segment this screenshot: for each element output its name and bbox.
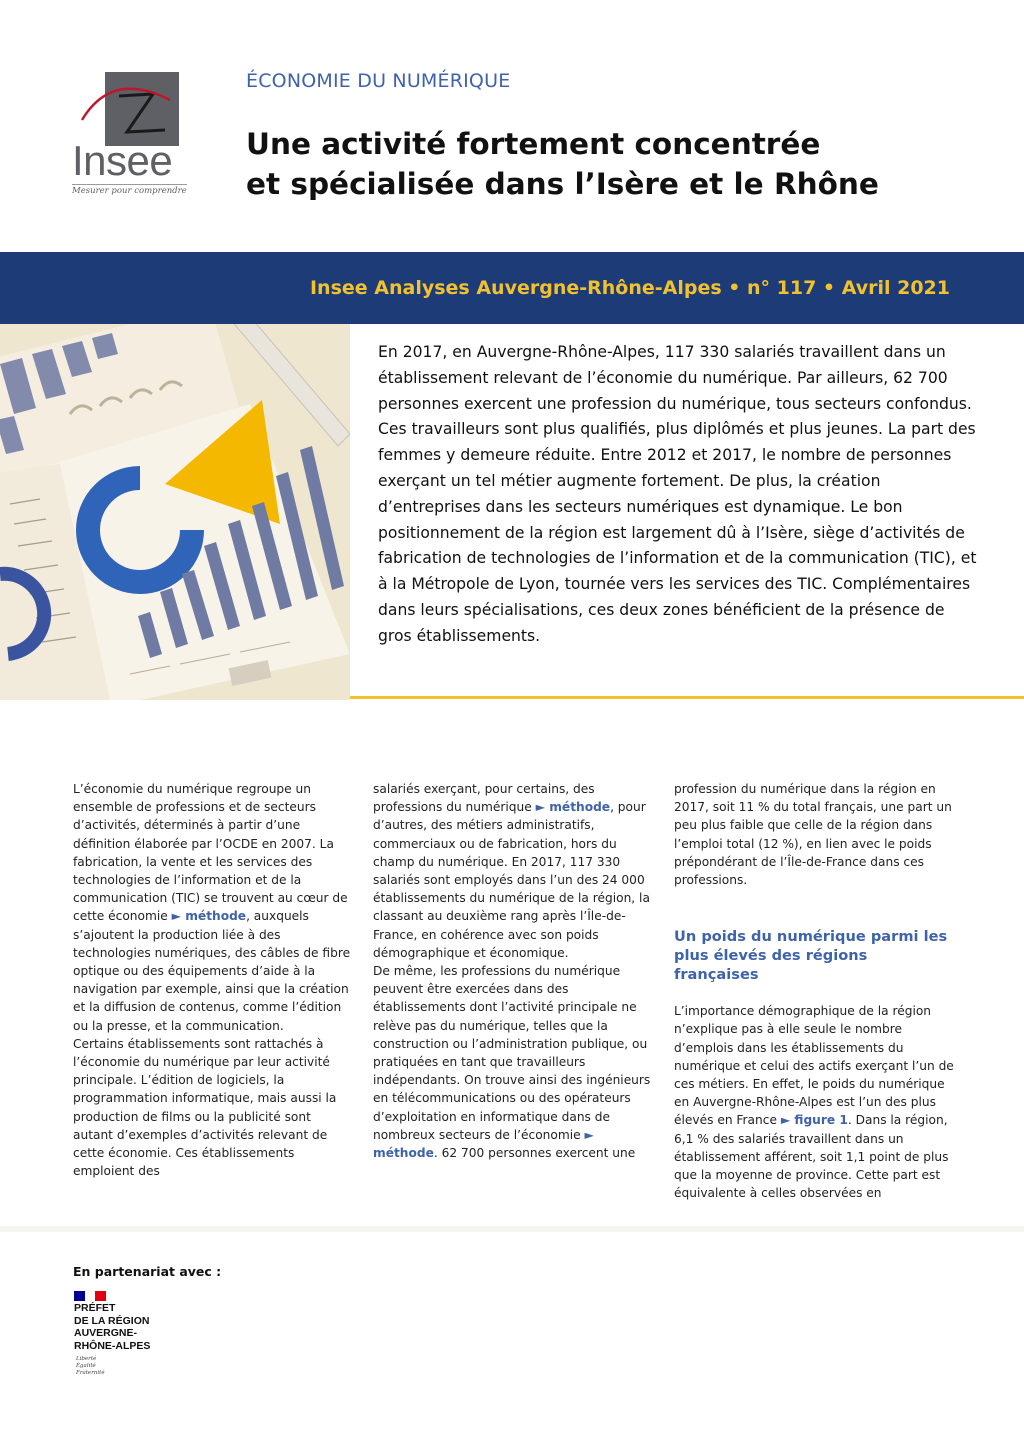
prefet-line: RHÔNE-ALPES xyxy=(74,1339,151,1352)
prefet-line: AUVERGNE- xyxy=(74,1327,138,1339)
prefet-line: PRÉFET xyxy=(74,1302,116,1314)
kicker: ÉCONOMIE DU NUMÉRIQUE xyxy=(246,70,511,92)
section-divider xyxy=(350,696,1024,699)
cover-illustration xyxy=(0,324,350,700)
paragraph: Certains établissements sont rattachés à l’économie du numérique par leur activité principale. L’édition de logiciels, la programmation informatique, mais aussi la production de films ou la publicité sont autant d’exemples d’activités relevant de cette économie. Ces établissements emploient des xyxy=(73,1036,337,1179)
paragraph xyxy=(674,1002,954,1202)
abstract xyxy=(378,340,978,650)
methode-link[interactable]: ► méthode xyxy=(171,909,247,924)
marianne-flag-icon xyxy=(74,1286,106,1296)
text-run: , auxquels s’ajoutent la production liée à des technologies numériques, des câbles de fibre optique ou des équipements d’aide à la navigation par exemple, ainsi que la création et la diffusion de contenus, comme l’édition ou la presse, et la communication. xyxy=(73,909,351,1033)
logo-tagline: Mesurer pour comprendre xyxy=(72,186,187,196)
paragraph xyxy=(373,780,651,962)
page-title xyxy=(246,124,966,204)
logo-wordmark: Insee xyxy=(72,137,173,184)
chart-photo-illustration xyxy=(0,324,350,700)
footer-separator xyxy=(0,1226,1024,1232)
partner-label: En partenariat avec : xyxy=(73,1264,222,1279)
motto-line: Égalité xyxy=(76,1363,96,1369)
body-column-1 xyxy=(73,780,351,1180)
figure-link[interactable]: ► figure 1 xyxy=(780,1113,848,1128)
publication-banner xyxy=(0,252,1024,324)
methode-link[interactable]: ► méthode xyxy=(535,800,611,815)
publication-info: Insee Analyses Auvergne-Rhône-Alpes • n° 117 • Avril 2021 xyxy=(309,277,950,299)
paragraph: profession du numérique dans la région en 2017, soit 11 % du total français, une part un peu plus faible que celle de la région dans l’emploi total (12 %), en lien avec le poids prépondérant de l’Île-de-France dans ces professions. xyxy=(674,782,952,888)
abstract-text: En 2017, en Auvergne-Rhône-Alpes, 117 330 salariés travaillent dans un établissement relevant de l’économie du numérique. Par ailleurs, 62 700 personnes exercent une profession du numérique, tous secteurs confondus. Ces travailleurs sont plus qualifiés, plus diplômés et plus jeunes. La part des femmes y demeure réduite. Entre 2012 et 2017, le nombre de personnes exerçant un tel métier augmente fortement. De plus, la création d’entreprises dans les secteurs numériques est dynamique. Le bon positionnement de la région est largement dû à l’Isère, siège d’activités de fabrication de technologies de l’information et de la communication (TIC), et à la Métropole de Lyon, tournée vers les services des TIC. Complémentaires dans leurs spécialisations, ces deux zones bénéficient de la présence de gros établissements. xyxy=(378,343,977,645)
text-run: , pour d’autres, des métiers administratifs, commerciaux ou de fabrication, hors du champ du numérique. En 2017, 117 330 salariés sont employés dans l’un des 24 000 établissements du numérique de la région, la classant au deuxième rang après l’Île-de-France, en cohérence avec son poids démographique et économique. xyxy=(373,800,650,960)
motto-line: Fraternité xyxy=(76,1370,105,1376)
flag-stripe-blue xyxy=(74,1291,85,1301)
prefet-logo-text xyxy=(74,1302,150,1352)
logo-swoosh-icon xyxy=(72,72,184,142)
insee-logo xyxy=(72,72,187,196)
title-line-2: et spécialisée dans l’Isère et le Rhône xyxy=(246,167,879,201)
title-line-1: Une activité fortement concentrée xyxy=(246,127,821,161)
text-run: L’importance démographique de la région n’explique pas à elle seule le nombre d’emplois dans les établissements du numérique et celui des actifs exerçant l’un de ces métiers. En effet, le poids du numérique en Auvergne-Rhône-Alpes est l’un des plus élevés en France xyxy=(674,1004,954,1128)
body-column-2 xyxy=(373,780,651,1162)
text-run: salariés exerçant, pour certains, des professions du numérique xyxy=(373,782,595,815)
section-heading: Un poids du numérique parmi les plus élevés des régions françaises xyxy=(674,928,948,984)
flag-stripe-white xyxy=(85,1291,96,1301)
text-run: . Dans la région, 6,1 % des salariés travaillent dans un établissement afférent, soit 1,1 point de plus que la moyenne de province. Cette part est équivalente à celles observées en xyxy=(674,1113,949,1201)
text-run: De même, les professions du numérique peuvent être exercées dans des établissements dont l’activité principale ne relève pas du numérique, telles que la construction ou l’administration publique, ou pratiquées en tant que travailleurs indépendants. On trouve ainsi des ingénieurs en télécommunications ou des opérateurs d’exploitation en informatique dans de nombreux secteurs de l’économie xyxy=(373,964,651,1142)
paragraph xyxy=(73,780,351,1035)
prefet-line: DE LA RÉGION xyxy=(74,1314,150,1327)
methode-link[interactable]: ► méthode xyxy=(373,1127,594,1161)
body-column-3 xyxy=(674,780,954,1202)
text-run: . 62 700 personnes exercent une xyxy=(433,1146,636,1161)
republic-motto xyxy=(76,1356,105,1377)
motto-line: Liberté xyxy=(76,1356,97,1362)
text-run: L’économie du numérique regroupe un ensemble de professions et de secteurs d’activités, déterminés à partir d’une définition élaborée par l’OCDE en 2007. La fabrication, la vente et les services des technologies de l’information et de la communication (TIC) se trouvent au cœur de cette économie xyxy=(73,782,348,924)
paragraph xyxy=(373,962,651,1162)
flag-stripe-red xyxy=(95,1291,106,1301)
